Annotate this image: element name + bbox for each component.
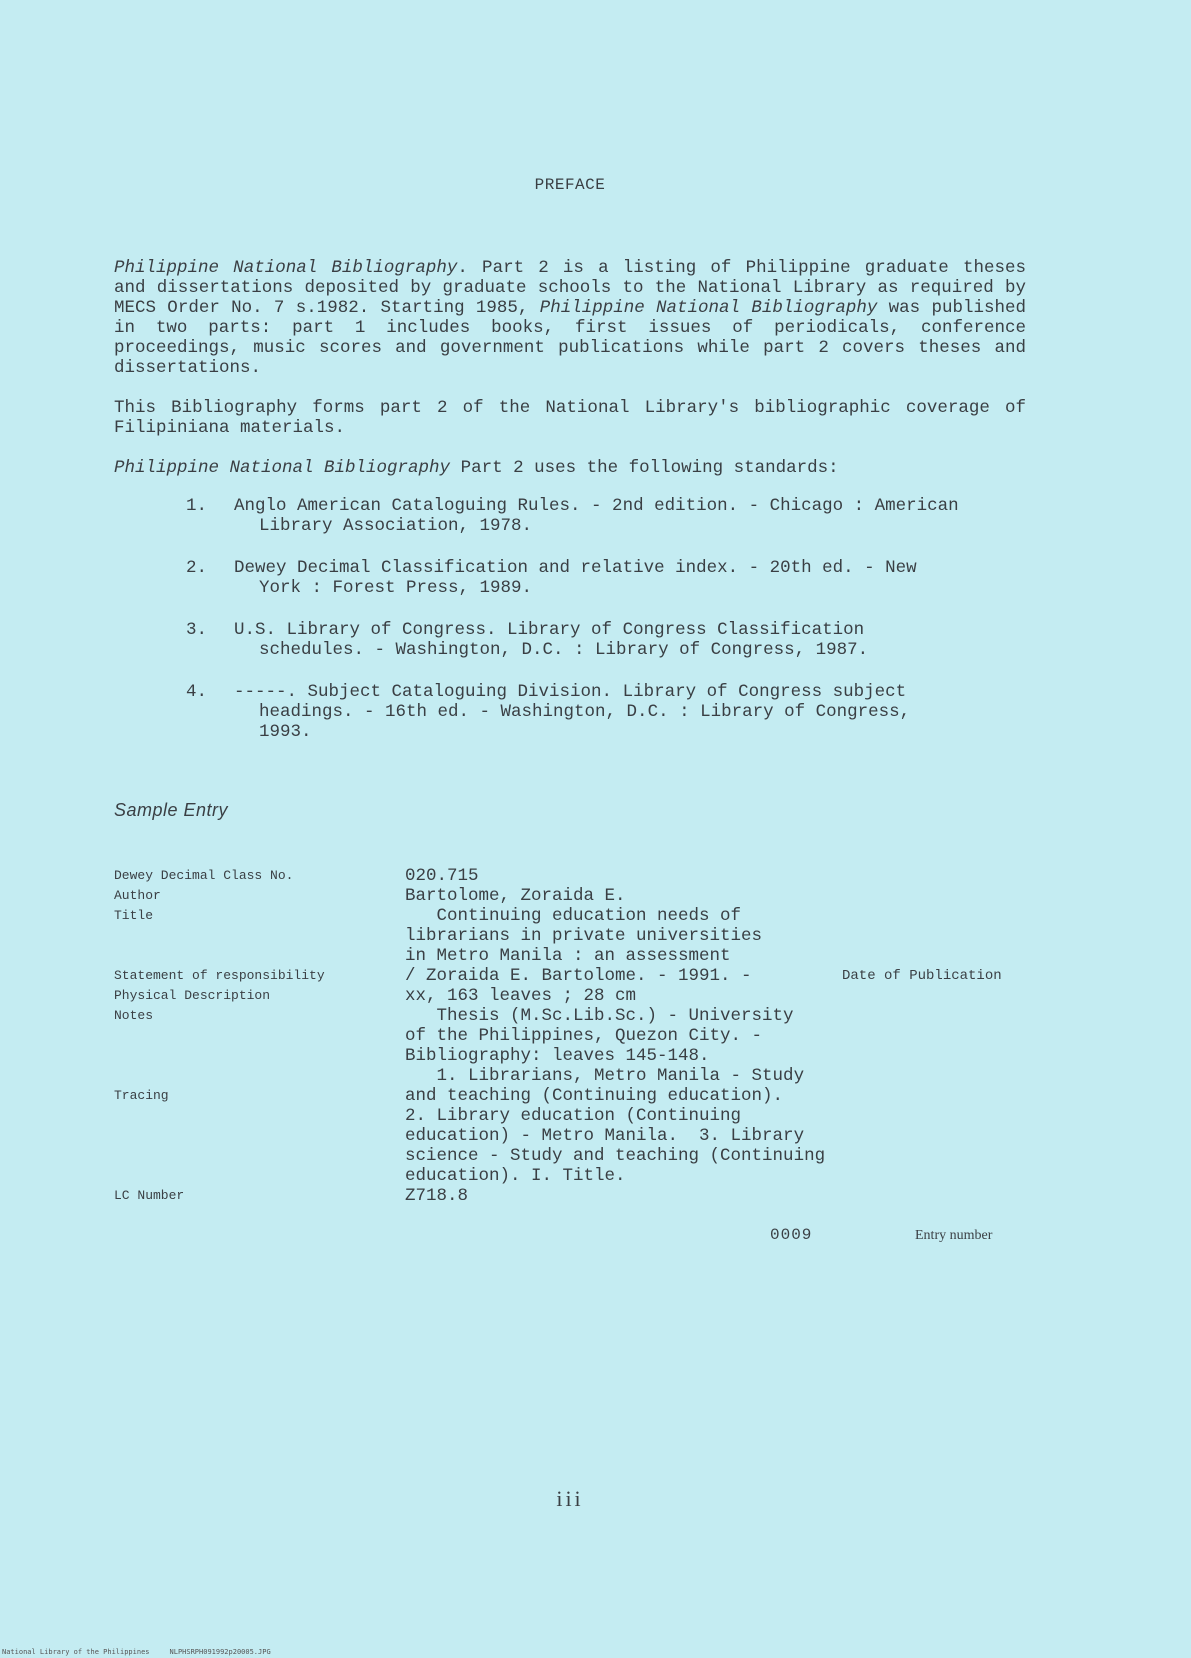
entry-line: science - Study and teaching (Continuing: [405, 1146, 826, 1166]
entry-line: xx, 163 leaves ; 28 cm: [405, 986, 637, 1006]
entry-line: education) - Metro Manila. 3. Library: [405, 1126, 805, 1146]
entry-line: in Metro Manila : an assessment: [405, 946, 731, 966]
label-tracing: Tracing: [114, 1088, 169, 1103]
entry-line: Bibliography: leaves 145-148.: [405, 1046, 710, 1066]
list-item: 2. Dewey Decimal Classification and relative index. - 20th ed. - New York : Forest Press, 1989.: [186, 558, 917, 598]
label-lc-number: LC Number: [114, 1188, 185, 1203]
footer: [2, 1648, 291, 1656]
entry-line: Bartolome, Zoraida E.: [405, 886, 626, 906]
footer-institution: National Library of the Philippines: [2, 1648, 150, 1656]
entry-line: Thesis (M.Sc.Lib.Sc.) - University: [405, 1006, 794, 1026]
label-title: Title: [114, 908, 154, 923]
bibliography-title: Philippine National Bibliography: [539, 298, 878, 318]
sample-entry-heading: Sample Entry: [114, 800, 229, 820]
list-item: 1. Anglo American Cataloguing Rules. - 2nd edition. - Chicago : American Library Association, 1978.: [186, 496, 959, 536]
entry-line: 020.715: [405, 866, 479, 886]
label-author: Author: [114, 888, 161, 903]
entry-line: / Zoraida E. Bartolome. - 1991. -: [405, 966, 752, 986]
entry-line: librarians in private universities: [405, 926, 763, 946]
standards-list: [186, 496, 966, 764]
intro-paragraph: Philippine National Bibliography. Part 2 is a listing of Philippine graduate theses and dissertations deposited by graduate schools to the National Library as required by MECS Order No. 7 s.1982. Starting 1985, Philippine National Bibliography was published in two parts: part 1 includes books, first issues of periodicals, conference proceedings, music scores and government publications while part 2 covers theses and dissertations.: [114, 258, 1026, 378]
entry-line: of the Philippines, Quezon City. -: [405, 1026, 763, 1046]
label-responsibility: Statement of responsibility: [114, 968, 325, 983]
bibliography-title: Philippine National Bibliography: [114, 258, 458, 278]
entry-number: 0009: [770, 1226, 813, 1244]
list-item: 3. U.S. Library of Congress. Library of Congress Classification schedules. - Washington, D.C. : Library of Congress, 1987.: [186, 620, 869, 660]
entry-line: education). I. Title.: [405, 1166, 626, 1186]
entry-line: Continuing education needs of: [405, 906, 742, 926]
label-notes: Notes: [114, 1008, 154, 1023]
page-number: iii: [556, 1486, 584, 1511]
entry-line: 2. Library education (Continuing: [405, 1106, 742, 1126]
list-item: 4. -----. Subject Cataloguing Division. Library of Congress subject headings. - 16th ed. - Washington, D.C. : Library of Congress, 1993.: [186, 682, 911, 742]
entry-line: and teaching (Continuing education).: [405, 1086, 784, 1106]
footer-file: NLPHSRPH091992p20005.JPG: [169, 1648, 271, 1656]
page-title: PREFACE: [534, 176, 606, 194]
date-of-publication-label: Date of Publication: [842, 968, 1002, 984]
label-dewey: Dewey Decimal Class No.: [114, 868, 294, 883]
label-physical-description: Physical Description: [114, 988, 271, 1003]
standards-intro: Philippine National Bibliography Part 2 uses the following standards:: [114, 458, 839, 478]
entry-line: Z718.8: [405, 1186, 469, 1206]
coverage-paragraph: This Bibliography forms part 2 of the National Library's bibliographic coverage of Filipiniana materials.: [114, 398, 1026, 438]
entry-line: 1. Librarians, Metro Manila - Study: [405, 1066, 805, 1086]
entry-number-label: Entry number: [915, 1228, 993, 1243]
